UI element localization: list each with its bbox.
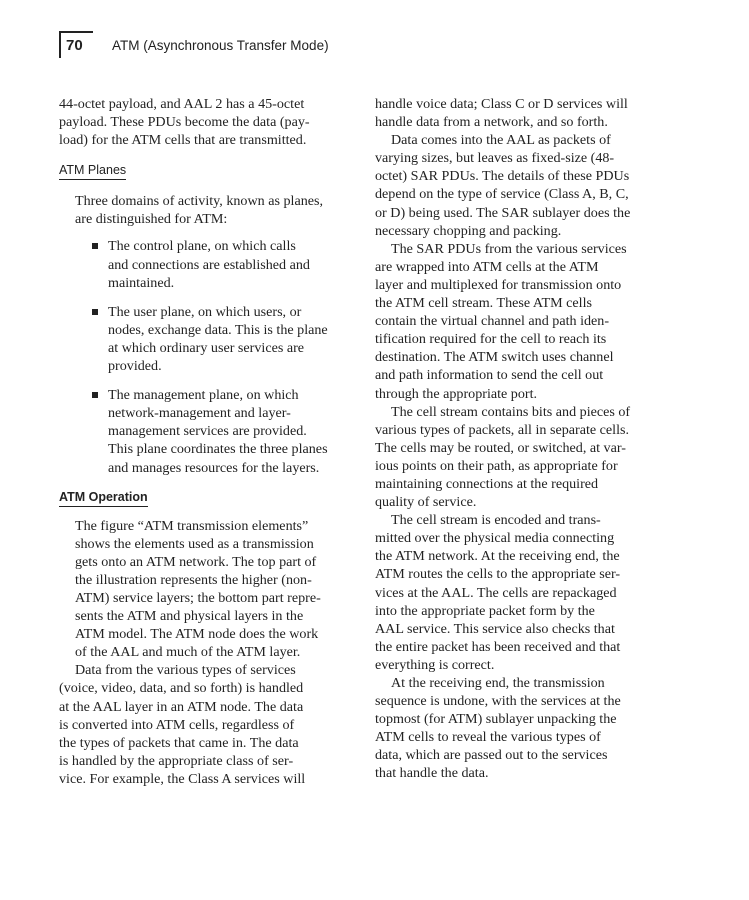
list-item-text: The user plane, on which users, or nodes, exchange data. This is the plane at which ordinary user services are provided. <box>108 303 328 375</box>
section-heading-atm-planes: ATM Planes <box>59 162 126 180</box>
list-item <box>59 237 349 291</box>
list-item-text: The management plane, on which network-management and layer- management services are provided. This plane coordinates the three planes and manages resources for the layers. <box>108 387 328 476</box>
paragraph: The figure “ATM transmission elements” shows the elements used as a transmission gets onto an ATM network. The top part of the illustration represents the higher (non- ATM) service layers; the bottom part repre- sents the ATM and physical layers in the ATM model. The ATM node does the work of the AAL and much of the ATM layer. <box>75 517 321 661</box>
paragraph: The SAR PDUs from the various services are wrapped into ATM cells at the ATM layer and multiplexed for transmission onto the ATM cell stream. These ATM cells contain the virtual channel and path iden- tification required for the cell to reach its destination. The ATM switch uses channel and path information to send the cell out through the appropriate port. <box>375 240 627 402</box>
list-item-text: The control plane, on which calls and connections are established and maintained. <box>108 238 310 291</box>
paragraph: Three domains of activity, known as planes, are distinguished for ATM: <box>75 193 324 228</box>
left-column <box>59 95 349 788</box>
header-rule-vertical <box>59 31 61 58</box>
header-rule-horizontal <box>59 31 93 33</box>
paragraph: The cell stream contains bits and pieces of various types of packets, all in separate cells. The cells may be routed, or switched, at var- ious points on their path, as appropriate for maintaining connections at the required quality of service. <box>375 403 631 511</box>
bullet-square-icon <box>92 392 98 398</box>
list-item <box>59 303 349 375</box>
paragraph: Data comes into the AAL as packets of varying sizes, but leaves as fixed-size (48- octet) SAR PDUs. The details of these PDUs depend on the type of service (Class A, B, C, or D) being used. The SAR sublayer does the necessary chopping and packing. <box>375 132 631 239</box>
bullet-square-icon <box>92 243 98 249</box>
paragraph: 44-octet payload, and AAL 2 has a 45-octet payload. These PDUs become the data (pay- load) for the ATM cells that are transmitted. <box>59 96 310 149</box>
paragraph: Data from the various types of services (voice, video, data, and so forth) is handled at the AAL layer in an ATM node. The data is converted into ATM cells, regardless of the types of packets that came in. The data is handled by the appropriate class of ser- vice. For example, the Class A services will <box>59 662 306 787</box>
list-item <box>59 386 349 476</box>
page-number: 70 <box>66 37 83 54</box>
bullet-list <box>59 237 349 476</box>
right-column <box>375 95 643 783</box>
running-title: ATM (Asynchronous Transfer Mode) <box>112 38 329 53</box>
bullet-square-icon <box>92 309 98 315</box>
paragraph: The cell stream is encoded and trans- mitted over the physical media connecting the ATM network. At the receiving end, the ATM routes the cells to the appropriate ser- vices at the AAL. The cells are repackaged into the appropriate packet form by the AAL service. This service also checks that the entire packet has been received and that everything is correct. <box>375 512 621 673</box>
section-heading-atm-operation: ATM Operation <box>59 489 148 507</box>
paragraph: handle voice data; Class C or D services will handle data from a network, and so forth. <box>375 96 628 131</box>
paragraph: At the receiving end, the transmission sequence is undone, with the services at the topmost (for ATM) sublayer unpacking the ATM cells to reveal the various types of data, which are passed out to the services that handle the data. <box>375 675 621 782</box>
